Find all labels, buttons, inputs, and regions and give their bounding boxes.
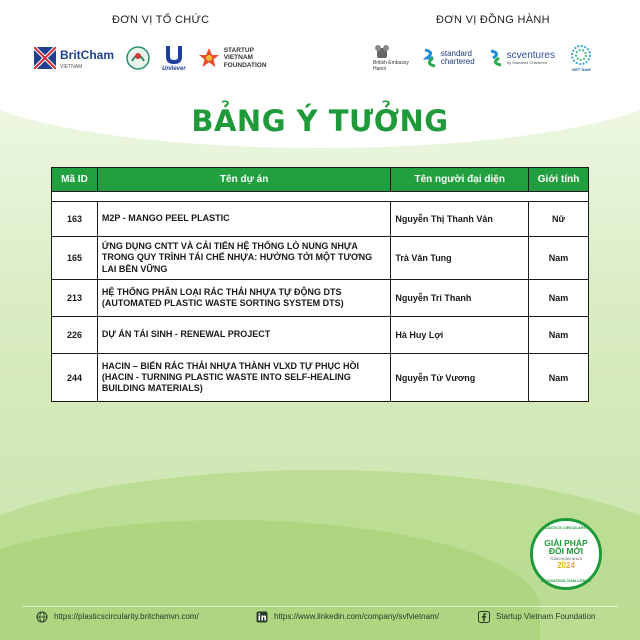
- cell-project: HỆ THỐNG PHÂN LOẠI RÁC THẢI NHỰA TỰ ĐỘNG DTS (AUTOMATED PLASTIC WASTE SORTING SYSTEM DTS): [97, 280, 390, 317]
- startup-vietnam-foundation-logo: [198, 47, 267, 69]
- cell-gender: Nam: [529, 280, 589, 317]
- star-icon: [198, 47, 220, 69]
- vietnam-logo-text: VIET NAM: [571, 67, 591, 72]
- cell-representative: Nguyễn Tử Vương: [391, 354, 529, 402]
- unilever-logo: [162, 44, 186, 72]
- table-row: [52, 354, 589, 402]
- cell-gender: Nữ: [529, 202, 589, 237]
- badge-title-line1: GIẢI PHÁP: [544, 537, 588, 548]
- cell-project: M2P - MANGO PEEL PLASTIC: [97, 202, 390, 237]
- cell-gender: Nam: [529, 354, 589, 402]
- cell-id: 226: [52, 317, 98, 354]
- standard-chartered-icon: [423, 48, 437, 68]
- footer-facebook-link[interactable]: Startup Vietnam Foundation: [496, 612, 596, 621]
- dotted-circle-icon: [569, 44, 593, 66]
- partner-title: ĐƠN VỊ ĐỒNG HÀNH: [436, 14, 550, 26]
- challenge-badge: [530, 518, 602, 590]
- header-gender: Giới tính: [529, 168, 589, 192]
- ministry-emblem-icon: [126, 46, 150, 70]
- cell-gender: Nam: [529, 317, 589, 354]
- cell-project: ỨNG DỤNG CNTT VÀ CẢI TIẾN HỆ THỐNG LÒ NUNG NHỰA TRONG QUY TRÌNH TÁI CHẾ NHỰA: HƯỚNG TỚI MỘT TƯƠNG LAI BỀN VỮNG: [97, 237, 390, 280]
- table-row: [52, 280, 589, 317]
- table-row: [52, 202, 589, 237]
- ideas-table: [51, 167, 589, 402]
- badge-sub: TUẦN HOÀN NHỰA: [550, 556, 582, 561]
- britcham-logo: [34, 46, 114, 70]
- partner-logos: [373, 38, 593, 78]
- footer: [22, 606, 618, 626]
- scventures-logo: [489, 49, 555, 67]
- organizer-title: ĐƠN VỊ TỔ CHỨC: [112, 14, 210, 26]
- badge-ring-bottom-text: INNOVATION CHALLENGE: [540, 578, 592, 583]
- footer-website-link[interactable]: https://plasticscircularity.britchamvn.com/: [54, 612, 199, 621]
- cell-project: HACIN – BIẾN RÁC THẢI NHỰA THÀNH VLXD TỰ PHỤC HỒI (HACIN - TURNING PLASTIC WASTE INTO SELF-HEALING BUILDING MATERIALS): [97, 354, 390, 402]
- embassy-line2: Hanoi: [373, 65, 387, 72]
- linkedin-icon: [256, 611, 268, 623]
- svf-line2: VIETNAM: [223, 54, 253, 62]
- embassy-line1: British Embassy: [373, 60, 409, 66]
- globe-icon: [36, 611, 48, 623]
- table-spacer: [52, 192, 589, 202]
- britcham-flag-icon: [34, 47, 56, 69]
- cell-project: DỰ ÁN TÁI SINH - RENEWAL PROJECT: [97, 317, 390, 354]
- cell-representative: Hà Huy Lợi: [391, 317, 529, 354]
- vietnam-emblem-logo: [569, 44, 593, 72]
- scventures-icon: [489, 49, 503, 67]
- sc-line1: standard: [440, 48, 472, 58]
- table-header-row: [52, 168, 589, 192]
- standard-chartered-logo: [423, 48, 475, 68]
- footer-linkedin-link[interactable]: https://www.linkedin.com/company/svfvietnam/: [274, 612, 439, 621]
- cell-gender: Nam: [529, 237, 589, 280]
- header-id: Mã ID: [52, 168, 98, 192]
- cell-id: 244: [52, 354, 98, 402]
- footer-website[interactable]: [22, 611, 256, 623]
- badge-title-line2: ĐỔI MỚI: [548, 546, 584, 556]
- cell-representative: Nguyễn Trí Thanh: [391, 280, 529, 317]
- badge-year: 2024: [557, 560, 575, 570]
- british-embassy-logo: [373, 44, 409, 72]
- royal-crest-icon: [373, 44, 391, 60]
- britcham-logo-text: BritCham: [60, 48, 115, 62]
- britcham-logo-sub: VIETNAM: [60, 64, 83, 70]
- unilever-u-icon: [163, 44, 185, 66]
- ministry-logo: [126, 46, 150, 70]
- unilever-logo-text: Unilever: [162, 66, 186, 72]
- organizer-logos: [34, 38, 267, 78]
- sc-line2: chartered: [440, 57, 475, 66]
- svf-line3: FOUNDATION: [223, 61, 267, 69]
- table-row: [52, 317, 589, 354]
- footer-facebook[interactable]: [478, 611, 618, 623]
- facebook-icon: [478, 611, 490, 623]
- header-representative: Tên người đại diện: [391, 168, 529, 192]
- table-row: [52, 237, 589, 280]
- cell-representative: Trà Văn Tung: [391, 237, 529, 280]
- cell-id: 163: [52, 202, 98, 237]
- cell-id: 165: [52, 237, 98, 280]
- header-project: Tên dự án: [97, 168, 390, 192]
- svf-line1: STARTUP: [223, 47, 254, 55]
- scventures-logo-sub: by Standard Chartered: [506, 60, 548, 65]
- cell-representative: Nguyễn Thị Thanh Vân: [391, 202, 529, 237]
- page-title: BẢNG Ý TƯỞNG: [191, 104, 449, 138]
- footer-linkedin[interactable]: [256, 611, 478, 623]
- badge-ring-top-text: PLASTICS CIRCULARITY: [542, 525, 590, 530]
- scventures-logo-text: scventures: [506, 50, 555, 61]
- cell-id: 213: [52, 280, 98, 317]
